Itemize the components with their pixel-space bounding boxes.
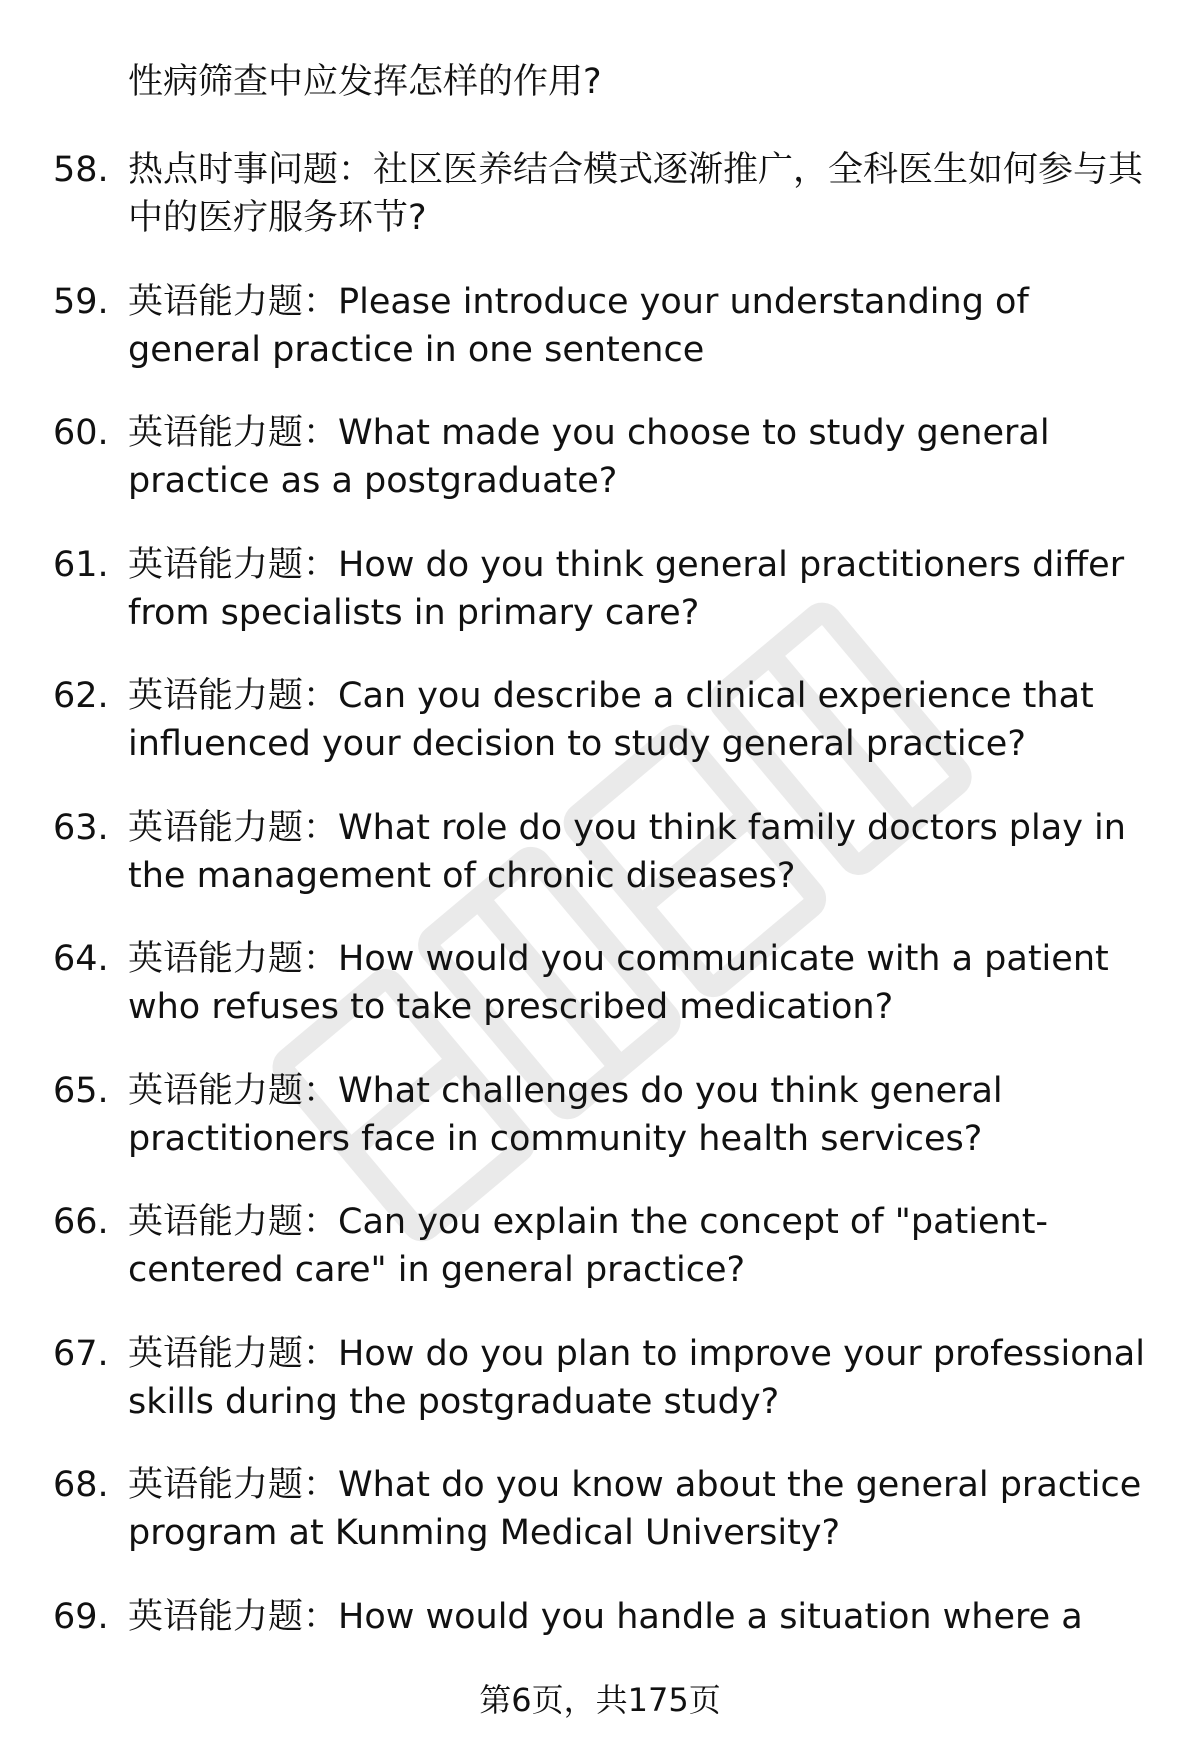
question-item bbox=[0, 1453, 1200, 1585]
question-number: 61. bbox=[53, 544, 109, 585]
page-footer: 第6页，共175页 bbox=[479, 1681, 721, 1719]
question-text: 热点时事问题：社区医养结合模式逐渐推广，全科医生如何参与其中的医疗服务环节? bbox=[128, 150, 1144, 238]
question-text: 英语能力题：What role do you think family doctors play in the management of chronic diseases? bbox=[128, 807, 1126, 896]
question-item bbox=[0, 1190, 1200, 1322]
question-text: 英语能力题：Please introduce your understanding of general practice in one sentence bbox=[128, 281, 1029, 370]
question-number: 68. bbox=[53, 1465, 109, 1505]
question-number: 65. bbox=[53, 1070, 109, 1111]
question-item bbox=[0, 927, 1200, 1059]
question-number: 63. bbox=[53, 807, 109, 848]
question-text: 英语能力题：What made you choose to study general practice as a postgraduate? bbox=[128, 413, 1050, 501]
question-item bbox=[0, 796, 1200, 928]
question-list bbox=[0, 138, 1200, 1716]
question-item bbox=[0, 401, 1200, 533]
question-item bbox=[0, 1059, 1200, 1191]
question-text: 英语能力题：How do you think general practitioners differ from specialists in primary care? bbox=[128, 544, 1125, 633]
question-item bbox=[0, 1322, 1200, 1454]
continuation-text: 性病筛查中应发挥怎样的作用? bbox=[128, 62, 602, 102]
question-number: 67. bbox=[53, 1333, 109, 1374]
question-item bbox=[0, 270, 1200, 402]
question-text: 英语能力题：What do you know about the general practice program at Kunming Medical University? bbox=[128, 1465, 1142, 1553]
question-number: 66. bbox=[53, 1202, 109, 1242]
question-number: 62. bbox=[53, 676, 109, 716]
question-number: 59. bbox=[53, 281, 109, 322]
question-number: 60. bbox=[53, 413, 109, 453]
question-item bbox=[0, 533, 1200, 665]
question-item bbox=[0, 138, 1200, 270]
question-text: 英语能力题：How would you communicate with a patient who refuses to take prescribed medication? bbox=[128, 939, 1109, 1027]
question-number: 58. bbox=[53, 150, 109, 190]
question-number: 64. bbox=[53, 939, 109, 979]
question-number: 69. bbox=[53, 1596, 109, 1637]
question-text: 英语能力题：Can you describe a clinical experience that influenced your decision to study general practice? bbox=[128, 676, 1094, 764]
question-text: 英语能力题：Can you explain the concept of "patient-centered care" in general practice? bbox=[128, 1202, 1049, 1290]
question-text: 英语能力题：What challenges do you think general practitioners face in community health services? bbox=[128, 1070, 1003, 1159]
question-text: 英语能力题：How do you plan to improve your professional skills during the postgraduate study? bbox=[128, 1333, 1145, 1422]
question-item bbox=[0, 664, 1200, 796]
question-text: 英语能力题：How would you handle a situation where a bbox=[128, 1596, 1083, 1637]
